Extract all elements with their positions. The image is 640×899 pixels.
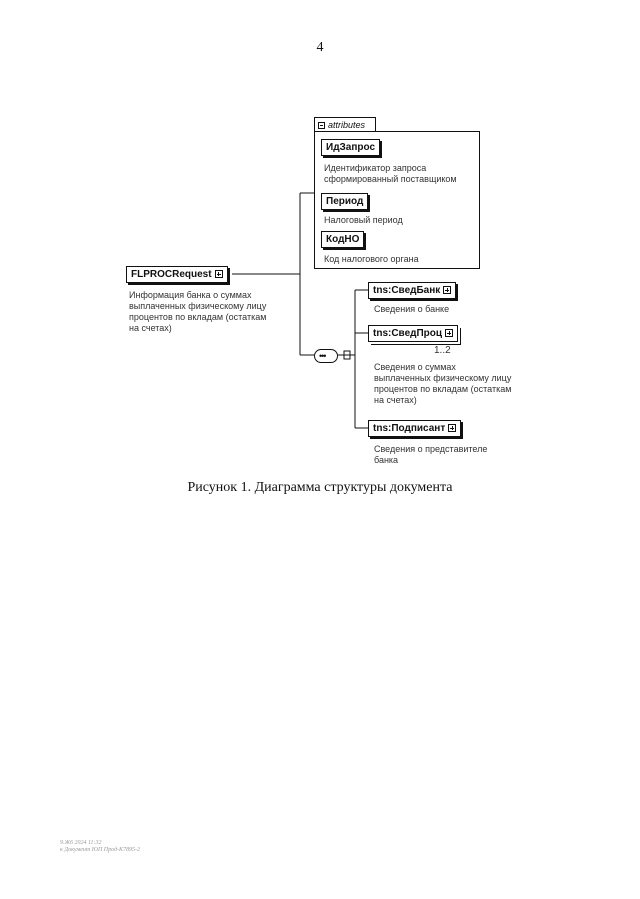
attribute-name: КодНО (326, 234, 360, 245)
attributes-label: attributes (328, 120, 366, 130)
expand-icon[interactable] (443, 286, 451, 294)
root-description: Информация банка о суммах выплаченных физическому лицу процентов по вкладам (остаткам на счетах) (129, 290, 267, 333)
multiplicity-label: 1..2 (434, 345, 451, 356)
element-name: tns:СведБанк (373, 285, 441, 296)
sequence-icon[interactable]: ••• (314, 349, 338, 363)
footer-stamp: 9.Ж6 2024 11:32 к Документ ЮП Прод-К7895-2 (60, 840, 141, 853)
element-name: tns:СведПроц (373, 328, 443, 339)
attribute-name: ИдЗапрос (326, 142, 376, 153)
child-description: Сведения о представителе банка (374, 444, 488, 465)
attribute-description: Код налогового органа (324, 254, 419, 264)
attributes-tab[interactable] (314, 117, 376, 132)
collapse-icon[interactable] (318, 122, 325, 129)
expand-icon[interactable] (445, 329, 453, 337)
child-element-svedbank[interactable] (368, 282, 456, 299)
expand-icon[interactable] (215, 270, 223, 278)
child-description: Сведения о суммах выплаченных физическому лицу процентов по вкладам (остаткам на счетах) (374, 362, 512, 405)
attribute-kodno[interactable] (321, 231, 364, 248)
attribute-name: Период (326, 196, 364, 207)
child-description: Сведения о банке (374, 304, 450, 314)
attribute-period[interactable] (321, 193, 368, 210)
expand-icon[interactable] (448, 424, 456, 432)
element-name: tns:Подписант (373, 423, 446, 434)
page-number: 4 (316, 40, 324, 55)
child-element-podpisant[interactable] (368, 420, 461, 437)
root-element[interactable] (126, 266, 228, 283)
attribute-idzapros[interactable] (321, 139, 380, 156)
attribute-description: Идентификатор запроса сформированный поставщиком (324, 163, 457, 184)
figure-caption: Рисунок 1. Диаграмма структуры документа (187, 480, 453, 495)
attribute-description: Налоговый период (324, 215, 403, 225)
child-element-svedproc[interactable] (368, 325, 458, 342)
element-name: FLPROCRequest (131, 269, 212, 280)
